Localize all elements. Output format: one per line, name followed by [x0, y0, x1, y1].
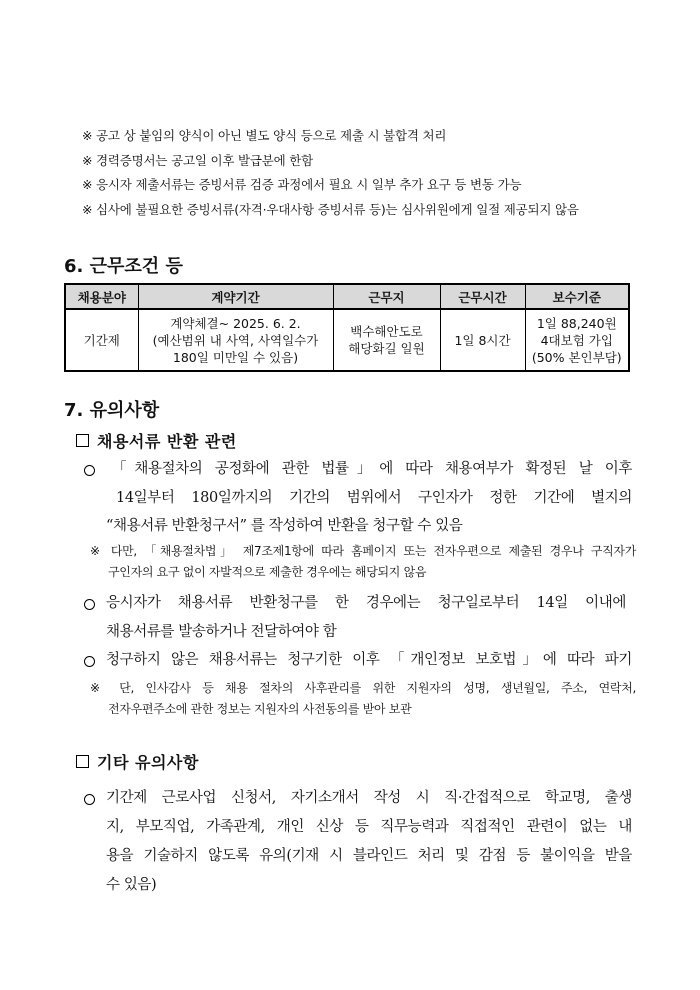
pay-line: (50% 본인부담) — [531, 349, 622, 365]
header-pay: 보수기준 — [525, 284, 629, 309]
cell-location — [333, 309, 440, 371]
pay-line: 1일 88,240원 — [536, 315, 617, 331]
location-line: 백수해안도로 — [350, 324, 423, 339]
table-header-row — [65, 284, 629, 309]
text-line: 구인자의 요구 없이 자발적으로 제출한 경우에는 해당되지 않음 — [108, 564, 427, 579]
text-line: 용을 기술하지 않도록 유의(기재 시 블라인드 처리 및 감점 등 불이익을 받을 — [106, 848, 632, 864]
note-item: ※ 심사에 불필요한 증빙서류(자격·우대사항 증빙서류 등)는 심사위원에게 일절 제공되지 않음 — [82, 201, 579, 217]
header-field: 채용분야 — [65, 284, 138, 309]
circle-bullet-icon — [84, 656, 95, 667]
return-item-3 — [106, 646, 632, 675]
cell-hours: 1일 8시간 — [440, 309, 525, 371]
subsection-title: 기타 유의사항 — [97, 753, 199, 772]
text-line: ※ 다만, 「채용절차법」 제7조제1항에 따라 홈페이지 또는 전자우편으로 제출된 경우나 구직자가 — [90, 544, 636, 558]
section-6-title: 6. 근무조건 등 — [64, 256, 183, 277]
return-item-2 — [106, 589, 626, 646]
text-line: 채용서류를 발송하거나 전달하여야 함 — [106, 623, 337, 640]
note-item: ※ 공고 상 붙임의 양식이 아닌 별도 양식 등으로 제출 시 불합격 처리 — [82, 128, 447, 143]
note-item: ※ 경력증명서는 공고일 이후 발급분에 한함 — [82, 152, 314, 168]
checkbox-square-icon — [76, 755, 89, 768]
note-item: ※ 응시자 제출서류는 증빙서류 검증 과정에서 필요 시 일부 추가 요구 등 변동 가능 — [82, 177, 522, 192]
period-line: (예산범위 내 사역, 사역일수가 — [152, 332, 319, 348]
text-line: 14일부터 180일까지의 기간의 범위에서 구인자가 정한 기간에 별지의 — [116, 489, 632, 506]
text-line: 전자우편주소에 관한 정보는 지원자의 사전동의를 받아 보관 — [108, 701, 412, 716]
cell-field: 기간제 — [65, 309, 138, 371]
section-7-title: 7. 유의사항 — [64, 400, 160, 421]
header-location: 근무지 — [333, 284, 440, 309]
text-line: “채용서류 반환청구서” 를 작성하여 반환을 청구할 수 있음 — [106, 518, 463, 534]
period-line: 계약체결~ 2025. 6. 2. — [170, 315, 301, 331]
header-period: 계약기간 — [138, 284, 333, 309]
circle-bullet-icon — [84, 794, 95, 805]
checkbox-square-icon — [76, 434, 89, 447]
text-line: ※ 단, 인사감사 등 채용 절차의 사후관리를 위한 지원자의 성명, 생년월일, 주소, 연락처, — [90, 681, 636, 695]
location-line: 해당화길 일원 — [348, 341, 425, 356]
work-conditions-table — [64, 283, 630, 372]
pay-line: 4대보험 가입 — [540, 332, 613, 348]
text-line: 청구하지 않은 채용서류는 청구기한 이후 「개인정보 보호법」에 따라 파기 — [106, 652, 632, 668]
subsection-other-notes — [76, 750, 199, 773]
return-item-1 — [106, 455, 632, 541]
table-row — [65, 309, 629, 371]
subsection-title: 채용서류 반환 관련 — [97, 432, 237, 451]
header-hours: 근무시간 — [440, 284, 525, 309]
text-line: 지, 부모직업, 가족관계, 개인 신상 등 직무능력과 직접적인 관련이 없는 내 — [106, 819, 632, 835]
return-item-3-note — [90, 678, 636, 719]
notes-list — [82, 124, 682, 222]
subsection-document-return — [76, 429, 237, 452]
cell-pay — [525, 309, 629, 371]
text-line: 기간제 근로사업 신청서, 자기소개서 작성 시 직·간접적으로 학교명, 출생 — [106, 790, 632, 806]
circle-bullet-icon — [84, 599, 95, 610]
text-line: 「채용절차의 공정화에 관한 법률」에 따라 채용여부가 확정된 날 이후 — [112, 461, 632, 477]
text-line: 응시자가 채용서류 반환청구를 한 경우에는 청구일로부터 14일 이내에 — [106, 595, 626, 611]
cell-period — [138, 309, 333, 371]
other-item-1 — [106, 784, 632, 900]
text-line: 수 있음) — [106, 877, 157, 893]
return-item-1-note — [90, 541, 636, 582]
period-line: 180일 미만일 수 있음) — [172, 349, 299, 365]
circle-bullet-icon — [84, 465, 95, 476]
